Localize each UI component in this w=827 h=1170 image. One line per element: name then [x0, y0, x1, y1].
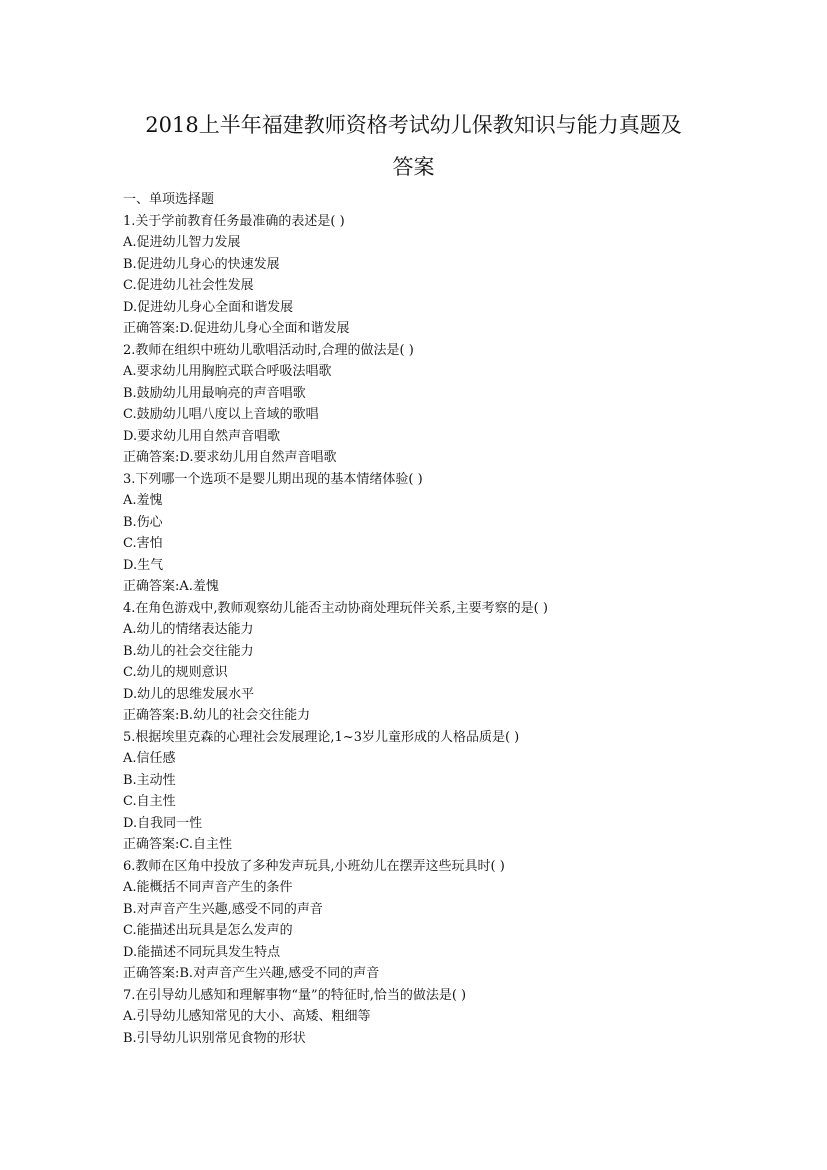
question-option: B.对声音产生兴趣,感受不同的声音 [123, 901, 323, 917]
question-answer: 正确答案:C.自主性 [123, 837, 232, 852]
question-option: D.要求幼儿用自然声音唱歌 [123, 428, 281, 444]
question-option: C.能描述出玩具是怎么发声的 [123, 923, 293, 938]
section-heading: 一、单项选择题 [123, 192, 215, 207]
question-option: C.鼓励幼儿唱八度以上音域的歌唱 [123, 407, 319, 422]
question-option: B.主动性 [123, 772, 176, 788]
question-option: B.引导幼儿识别常见食物的形状 [123, 1030, 306, 1046]
question-answer: 正确答案:B.对声音产生兴趣,感受不同的声音 [123, 966, 380, 981]
question-answer: 正确答案:D.要求幼儿用自然声音唱歌 [123, 450, 337, 465]
question-stem: 7.在引导幼儿感知和理解事物“量”的特征时,恰当的做法是( ) [123, 987, 467, 1003]
document-body [123, 189, 763, 1049]
question-option: A.促进幼儿智力发展 [123, 235, 241, 250]
question-option: C.促进幼儿社会性发展 [123, 278, 254, 293]
question-option: A.幼儿的情绪表达能力 [123, 622, 254, 637]
question-stem: 4.在角色游戏中,教师观察幼儿能否主动协商处理玩伴关系,主要考察的是( ) [123, 600, 548, 616]
question-stem: 5.根据埃里克森的心理社会发展理论,1~3岁儿童形成的人格品质是( ) [123, 729, 520, 745]
question-stem: 6.教师在区角中投放了多种发声玩具,小班幼儿在摆弄这些玩具时( ) [123, 858, 505, 874]
document-title-line-1: 2018上半年福建教师资格考试幼儿保教知识与能力真题及 [145, 113, 682, 137]
question-option: A.能概括不同声音产生的条件 [123, 880, 293, 895]
question-stem: 1.关于学前教育任务最准确的表述是( ) [123, 213, 345, 229]
question-answer: 正确答案:B.幼儿的社会交往能力 [123, 708, 311, 723]
question-stem: 2.教师在组织中班幼儿歌唱活动时,合理的做法是( ) [123, 342, 414, 358]
question-option: C.自主性 [123, 794, 176, 809]
document-title-line-2: 答案 [392, 155, 435, 179]
question-option: D.生气 [123, 557, 164, 573]
question-option: C.幼儿的规则意识 [123, 665, 228, 680]
question-option: A.信任感 [123, 751, 176, 766]
question-answer: 正确答案:D.促进幼儿身心全面和谐发展 [123, 321, 350, 336]
question-option: B.促进幼儿身心的快速发展 [123, 256, 280, 272]
question-option: D.能描述不同玩具发生特点 [123, 944, 281, 960]
question-option: A.引导幼儿感知常见的大小、高矮、粗细等 [123, 1009, 371, 1024]
question-option: C.害怕 [123, 536, 163, 551]
question-option: D.幼儿的思维发展水平 [123, 686, 255, 702]
question-option: B.伤心 [123, 514, 163, 530]
question-answer: 正确答案:A.羞愧 [123, 579, 219, 594]
question-option: B.幼儿的社会交往能力 [123, 643, 254, 659]
question-option: D.自我同一性 [123, 815, 203, 831]
question-option: B.鼓励幼儿用最响亮的声音唱歌 [123, 385, 306, 401]
question-stem: 3.下列哪一个选项不是婴儿期出现的基本情绪体验( ) [123, 471, 423, 487]
question-option: A.要求幼儿用胸腔式联合呼吸法唱歌 [123, 364, 332, 379]
question-option: A.羞愧 [123, 493, 163, 508]
question-option: D.促进幼儿身心全面和谐发展 [123, 299, 294, 315]
